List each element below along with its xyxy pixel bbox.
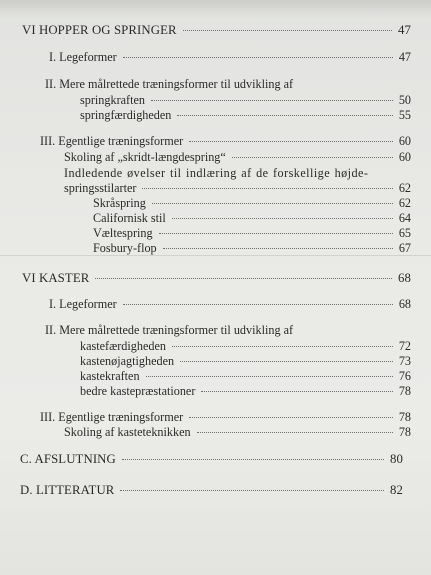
toc-entry-page: 47 [398, 50, 411, 64]
dot-leader [189, 141, 393, 142]
toc-entry-vaeltespring [93, 225, 411, 241]
toc-entry-title: Californisk stil [93, 211, 166, 225]
toc-entry-page: 68 [398, 271, 411, 285]
toc-entry-kastenoejagtigheden [80, 353, 411, 369]
toc-entry-title: I. Legeformer [49, 50, 117, 64]
toc-entry-skoling-kasteteknikken [64, 424, 411, 440]
dot-leader [189, 417, 393, 418]
toc-entry-kaster [22, 270, 411, 286]
toc-entry-kastekraften [80, 368, 411, 384]
dot-leader [172, 218, 393, 219]
toc-entry-springfaerdigheden [80, 107, 411, 123]
toc-entry-californisk-stil [93, 210, 411, 226]
toc-entry-title: kastenøjagtigheden [80, 354, 175, 368]
toc-entry-page: 68 [398, 297, 411, 311]
toc-entry-fosbury-flop [93, 240, 411, 256]
dot-leader [122, 459, 384, 460]
toc-entry-title: III. Egentlige træningsformer [40, 410, 184, 424]
toc-entry-title: Indledende øvelser til indlæring af de forskellige højde- [64, 166, 369, 180]
dot-leader [232, 157, 393, 158]
toc-entry-page: 55 [398, 108, 411, 122]
dot-leader [151, 100, 393, 101]
toc-entry-springsstilarter [64, 180, 411, 196]
toc-entry-page: 50 [398, 93, 411, 107]
toc-entry-hopper-og-springer [22, 22, 411, 38]
dot-leader [197, 432, 393, 433]
toc-entry-title: springkraften [80, 93, 145, 107]
toc-entry-kastefaerdigheden [80, 338, 411, 354]
toc-entry-maalrettede-2 [45, 322, 411, 338]
toc-entry-egentlige-2 [40, 409, 411, 425]
toc-entry-title: kastefærdigheden [80, 339, 166, 353]
toc-entry-skridt-laengdespring [64, 149, 411, 165]
toc-entry-page: 60 [398, 150, 411, 164]
dot-leader [146, 376, 393, 377]
toc-entry-page: 76 [398, 369, 411, 383]
toc-entry-title: C. AFSLUTNING [20, 452, 116, 466]
toc-entry-maalrettede-1 [45, 76, 411, 92]
toc-entry-title: Fosbury-flop [93, 241, 157, 255]
toc-entry-title: D. LITTERATUR [20, 483, 115, 497]
toc-entry-indledende-oevelser [64, 165, 411, 181]
toc-entry-page: 64 [398, 211, 411, 225]
toc-entry-title: I. Legeformer [49, 297, 117, 311]
toc-entry-springkraften [80, 92, 411, 108]
toc-entry-title: VI KASTER [22, 271, 90, 285]
toc-entry-page: 67 [398, 241, 411, 255]
toc-entry-page: 65 [398, 226, 411, 240]
toc-entry-title: springsstilarter [64, 181, 137, 195]
toc-entry-title: III. Egentlige træningsformer [40, 134, 184, 148]
toc-entry-title: II. Mere målrettede træningsformer til udvikling af [45, 323, 294, 337]
toc-entry-legeformer-2 [49, 296, 411, 312]
dot-leader [159, 233, 393, 234]
toc-entry-skraaspring [93, 195, 411, 211]
toc-entry-egentlige-1 [40, 133, 411, 149]
toc-entry-afslutning [20, 451, 403, 467]
toc-entry-title: bedre kastepræstationer [80, 384, 196, 398]
toc-entry-litteratur [20, 482, 403, 498]
toc-entry-page: 73 [398, 354, 411, 368]
toc-entry-page: 82 [390, 483, 403, 497]
toc-entry-title: VI HOPPER OG SPRINGER [22, 23, 177, 37]
dot-leader [163, 248, 393, 249]
toc-entry-legeformer-1 [49, 49, 411, 65]
dot-leader [152, 203, 393, 204]
toc-entry-title: Væltespring [93, 226, 153, 240]
toc-entry-title: springfærdigheden [80, 108, 172, 122]
toc-entry-page: 62 [398, 196, 411, 210]
dot-leader [183, 30, 392, 31]
dot-leader [123, 57, 393, 58]
dot-leader [201, 391, 392, 392]
toc-entry-page: 78 [398, 425, 411, 439]
dot-leader [95, 278, 392, 279]
toc-entry-title: Skråspring [93, 196, 146, 210]
dot-leader [177, 115, 392, 116]
toc-entry-title: kastekraften [80, 369, 140, 383]
toc-entry-page: 78 [398, 410, 411, 424]
dot-leader [172, 346, 393, 347]
toc-entry-page: 60 [398, 134, 411, 148]
toc-entry-title: II. Mere målrettede træningsformer til udvikling af [45, 77, 294, 91]
toc-entry-page: 47 [398, 23, 411, 37]
dot-leader [142, 188, 392, 189]
dot-leader [123, 304, 393, 305]
toc-entry-page: 72 [398, 339, 411, 353]
toc-entry-page: 80 [390, 452, 403, 466]
toc-entry-page: 62 [398, 181, 411, 195]
toc-entry-page: 78 [398, 384, 411, 398]
toc-entry-title: Skoling af kasteteknikken [64, 425, 191, 439]
toc-entry-title: Skoling af „skridt-længdespring“ [64, 150, 226, 164]
toc-entry-bedre-kastepraestationer [80, 383, 411, 399]
dot-leader [120, 490, 384, 491]
dot-leader [180, 361, 393, 362]
